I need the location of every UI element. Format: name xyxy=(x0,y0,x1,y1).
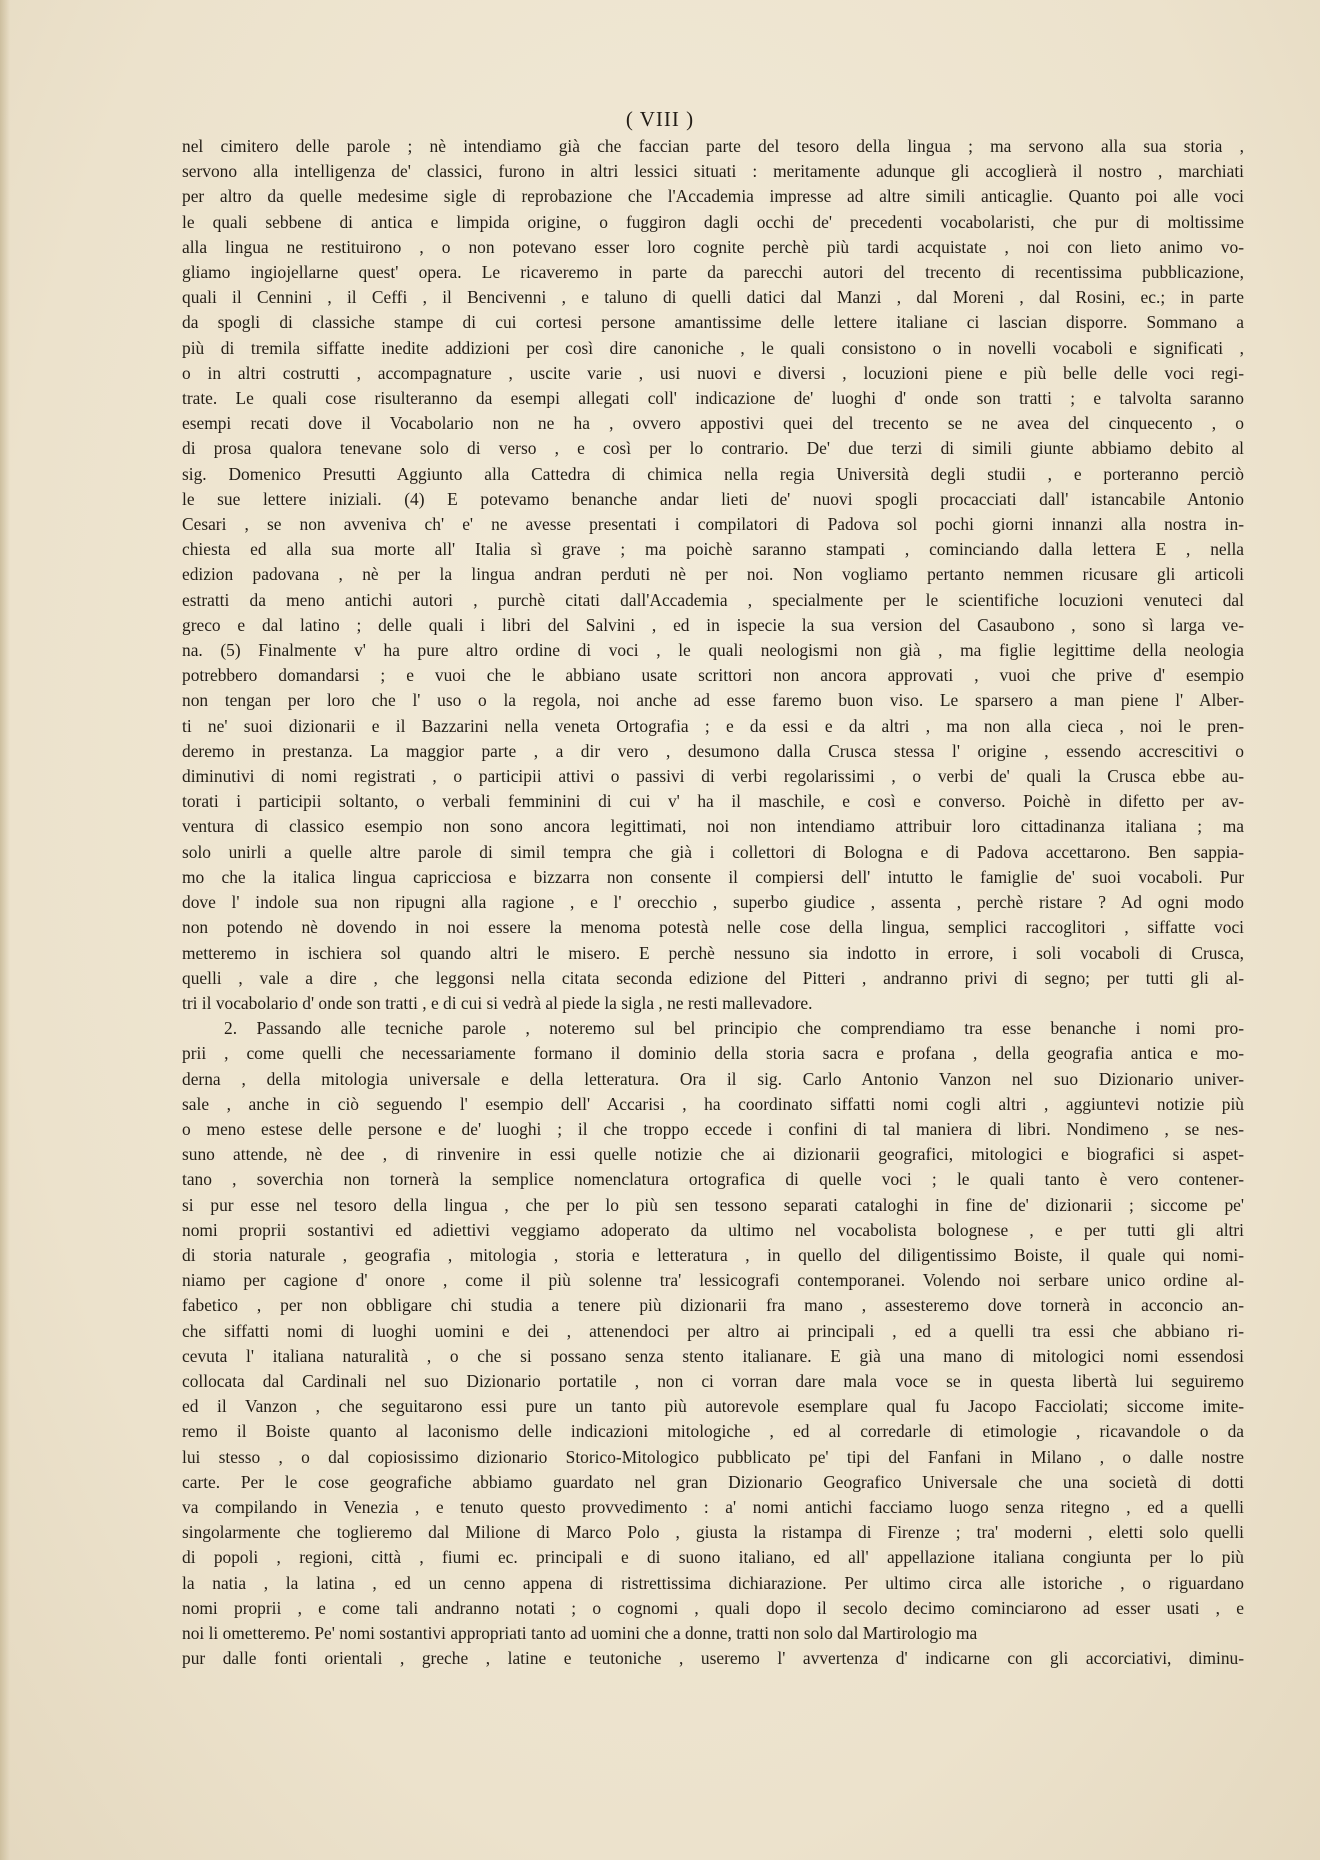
text-line: o in altri costrutti , accompagnature , uscite varie , usi nuovi e diversi , locuzioni piene e più belle delle voci regi- xyxy=(182,362,1244,383)
text-line: dove l' indole sua non ripugni alla ragione , e l' orecchio , superbo giudice , assenta , perchè ristare ? Ad ogni modo xyxy=(182,892,1244,913)
text-line: deremo in prestanza. La maggior parte , a dir vero , desumono dalla Crusca stessa l' origine , essendo accrescitivi o xyxy=(182,740,1244,761)
text-line: quelli , vale a dire , che leggonsi nella citata seconda edizione del Pitteri , andranno privi di segno; per tutti gli al- xyxy=(182,967,1244,988)
text-line: chiesta ed alla sua morte all' Italia sì grave ; ma poichè saranno stampati , cominciando dalla lettera E , nella xyxy=(182,539,1244,560)
text-line: collocata dal Cardinali nel suo Dizionario portatile , non ci vorran dare mala voce se in questa libertà lui seguiremo xyxy=(182,1370,1244,1391)
text-line: ventura di classico esempio non sono ancora legittimati, noi non intendiamo attribuir loro cittadinanza italiana ; ma xyxy=(182,816,1244,837)
text-line: torati i participii soltanto, o verbali femminini di cui v' ha il maschile, e così e converso. Poichè in difetto per av- xyxy=(182,791,1244,812)
text-line: estratti da meno antichi autori , purchè citati dall'Accademia , specialmente per le scientifiche locuzioni venuteci dal xyxy=(182,589,1244,610)
text-line: fabetico , per non obbligare chi studia a tenere più dizionarii fra mano , assesteremo dove tornerà in acconcio an- xyxy=(182,1295,1244,1316)
text-line: sale , anche in ciò seguendo l' esempio dell' Accarisi , ha coordinato siffatti nomi cogli altri , aggiuntevi notizie più xyxy=(182,1093,1244,1114)
text-line: pur dalle fonti orientali , greche , latine e teutoniche , useremo l' avvertenza d' indicarne con gli accorciativi, diminu- xyxy=(182,1648,1244,1669)
text-line: le quali sebbene di antica e limpida origine, o fuggiron dagli occhi de' precedenti vocabolaristi, che pur di moltissime xyxy=(182,211,1244,232)
text-line: va compilando in Venezia , e tenuto questo provvedimento : a' nomi antichi facciamo luogo senza ritegno , ed a quelli xyxy=(182,1496,1244,1517)
text-line: suno attende, nè dee , di rinvenire in essi quelle notizie che ai dizionarii geografici, mitologici e biografici si aspet- xyxy=(182,1144,1244,1165)
text-line: la natia , la latina , ed un cenno appena di ristrettissima dichiarazione. Per ultimo circa alle istoriche , o riguardano xyxy=(182,1572,1244,1593)
text-line: trate. Le quali cose risulteranno da esempi allegati coll' indicazione de' luoghi d' onde son tratti ; e talvolta saranno xyxy=(182,388,1244,409)
text-line: prii , come quelli che necessariamente formano il dominio della storia sacra e profana , della geografia antica e mo- xyxy=(182,1043,1244,1064)
text-line: quali il Cennini , il Ceffi , il Bencivenni , e taluno di quelli datici dal Manzi , dal Moreni , dal Rosini, ec.; in parte xyxy=(182,287,1244,308)
text-line: esempi recati dove il Vocabolario non ne ha , ovvero appostivi quei del trecento se ne avea del cinquecento , o xyxy=(182,413,1244,434)
text-line: più di tremila siffatte inedite addizioni per così dire canoniche , le quali consistono o in novelli vocaboli e significati , xyxy=(182,337,1244,358)
text-line: edizion padovana , nè per la lingua andran perduti nè per noi. Non vogliamo pertanto nemmen ricusare gli articoli xyxy=(182,564,1244,585)
text-line: nel cimitero delle parole ; nè intendiamo già che faccian parte del tesoro della lingua ; ma servono alla sua storia , xyxy=(182,136,1244,156)
text-line: solo unirli a quelle altre parole di simil tempra che già i collettori di Bologna e di Padova accettarono. Ben sappia- xyxy=(182,841,1244,862)
text-line: carte. Per le cose geografiche abbiamo guardato nel gran Dizionario Geografico Universale che una società di dotti xyxy=(182,1471,1244,1492)
text-line: ti ne' suoi dizionarii e il Bazzarini nella veneta Ortografia ; e da essi e da altri , ma non alla cieca , noi le pren- xyxy=(182,715,1244,736)
text-line: per altro da quelle medesime sigle di reprobazione che l'Accademia impresse ad altre simili anticaglie. Quanto poi alle voci xyxy=(182,186,1244,207)
text-line: alla lingua ne restituirono , o non potevano esser loro cognite perchè più tardi acquistate , noi con lieto animo vo- xyxy=(182,236,1244,257)
text-line: nomi proprii , e come tali andranno notati ; o cognomi , quali dopo il secolo decimo cominciarono ad esser usati , e xyxy=(182,1597,1244,1618)
text-line: metteremo in ischiera sol quando altri le misero. E perchè nessuno sia indotto in errore, i soli vocaboli di Crusca, xyxy=(182,942,1244,963)
text-line: greco e dal latino ; delle quali i libri del Salvini , ed in ispecie la sua version del Casaubono , sono sì larga ve- xyxy=(182,614,1244,635)
text-line: non tengan per loro che l' uso o la regola, noi anche ad esse faremo buon viso. Le sparsero a man piene l' Alber- xyxy=(182,690,1244,711)
text-line: potrebbero domandarsi ; e vuoi che le abbiano usate scrittori non ancora approvati , vuoi che prive d' esempio xyxy=(182,665,1244,686)
text-line: ed il Vanzon , che seguitarono essi pure un tanto più autorevole esemplare qual fu Jacopo Facciolati; siccome imite- xyxy=(182,1396,1244,1417)
text-line: niamo per cagione d' onore , come il più solenne tra' lessicografi contemporanei. Volendo noi serbare unico ordine al- xyxy=(182,1270,1244,1291)
text-line: che siffatti nomi di luoghi uomini e dei , attenendoci per altro ai principali , ed a quelli tra essi che abbiano ri- xyxy=(182,1320,1244,1341)
text-line: sig. Domenico Presutti Aggiunto alla Cattedra di chimica nella regia Università degli studii , e porteranno perciò xyxy=(182,463,1244,484)
text-line: cevuta l' italiana naturalità , o che si possano senza stento italianare. E già una mano di mitologici nomi essendosi xyxy=(182,1345,1244,1366)
text-line: nomi proprii sostantivi ed adiettivi veggiamo adoperato da ultimo nel vocabolista bolognese , e per tutti gli altri xyxy=(182,1219,1244,1240)
text-line: singolarmente che toglieremo dal Milione di Marco Polo , giusta la ristampa di Firenze ; tra' moderni , eletti solo quelli xyxy=(182,1522,1244,1543)
text-line: di popoli , regioni, città , fiumi ec. principali e di suono italiano, ed all' appellazione italiana congiunta per lo più xyxy=(182,1547,1244,1568)
text-line: tri il vocabolario d' onde son tratti , e di cui si vedrà al piede la sigla , ne resti mallevadore. xyxy=(182,992,813,1013)
text-line: derna , della mitologia universale e della letteratura. Ora il sig. Carlo Antonio Vanzon nel suo Dizionario univer- xyxy=(182,1068,1244,1089)
body-text xyxy=(182,134,1244,1671)
text-line: tano , soverchia non tornerà la semplice nomenclatura ortografica di quelle voci ; le quali tanto è vero contener- xyxy=(182,1169,1244,1190)
text-line: remo il Boiste quanto al laconismo delle indicazioni mitologiche , ed al corredarle di etimologie , ricavandole o da xyxy=(182,1421,1244,1442)
text-line: o meno estese delle persone e de' luoghi ; il che troppo eccede i confini di tal maniera di libri. Nondimeno , se nes- xyxy=(182,1118,1244,1139)
text-line: gliamo ingiojellarne quest' opera. Le ricaveremo in parte da parecchi autori del trecento di recentissima pubblicazione, xyxy=(182,262,1244,283)
text-line: lui stesso , o dal copiosissimo dizionario Storico-Mitologico pubblicato pe' tipi del Fanfani in Milano , o dalle nostre xyxy=(182,1446,1244,1467)
page-edge xyxy=(0,0,10,1860)
text-line: da spogli di classiche stampe di cui cortesi persone amantissime delle lettere italiane ci lascian disporre. Sommano a xyxy=(182,312,1244,333)
text-line: noi li ometteremo. Pe' nomi sostantivi appropriati tanto ad uomini che a donne, tratti non solo dal Martirologio ma xyxy=(182,1622,978,1643)
text-line: si pur esse nel tesoro della lingua , che per lo più sen tessono separati cataloghi in fine de' dizionarii ; siccome pe' xyxy=(182,1194,1244,1215)
text-line: na. (5) Finalmente v' ha pure altro ordine di voci , le quali neologismi non già , ma figlie legittime della neologia xyxy=(182,640,1244,661)
text-line: servono alla intelligenza de' classici, furono in altri lessici situati : meritamente adunque gli accoglierà il nostro , marchiati xyxy=(182,161,1244,182)
text-line: mo che la italica lingua capricciosa e bizzarra non consente il compiersi dell' intutto le famiglie de' suoi vocaboli. Pur xyxy=(182,866,1244,887)
text-line: di prosa qualora tenevane solo di verso , e così per lo contrario. De' due terzi di simili giunte abbiamo debito al xyxy=(182,438,1244,459)
text-line: le sue lettere iniziali. (4) E potevamo benanche andar lieti de' nuovi spogli procacciati dall' istancabile Antonio xyxy=(182,488,1244,509)
text-line: diminutivi di nomi registrati , o participii attivi o passivi di verbi regolarissimi , o verbi de' quali la Crusca ebbe au- xyxy=(182,766,1244,787)
text-line: Cesari , se non avveniva ch' e' ne avesse presentati i compilatori di Padova sol pochi giorni innanzi alla nostra in- xyxy=(182,514,1244,535)
page-number: ( VIII ) xyxy=(625,107,695,131)
text-line: non potendo nè dovendo in noi essere la menoma potestà nelle cose della lingua, semplici raccoglitori , siffatte voci xyxy=(182,917,1244,938)
text-line: di storia naturale , geografia , mitologia , storia e letteratura , in quello del diligentissimo Boiste, il quale qui nomi- xyxy=(182,1244,1244,1265)
text-line: 2. Passando alle tecniche parole , noteremo sul bel principio che comprendiamo tra esse benanche i nomi pro- xyxy=(224,1018,1244,1039)
